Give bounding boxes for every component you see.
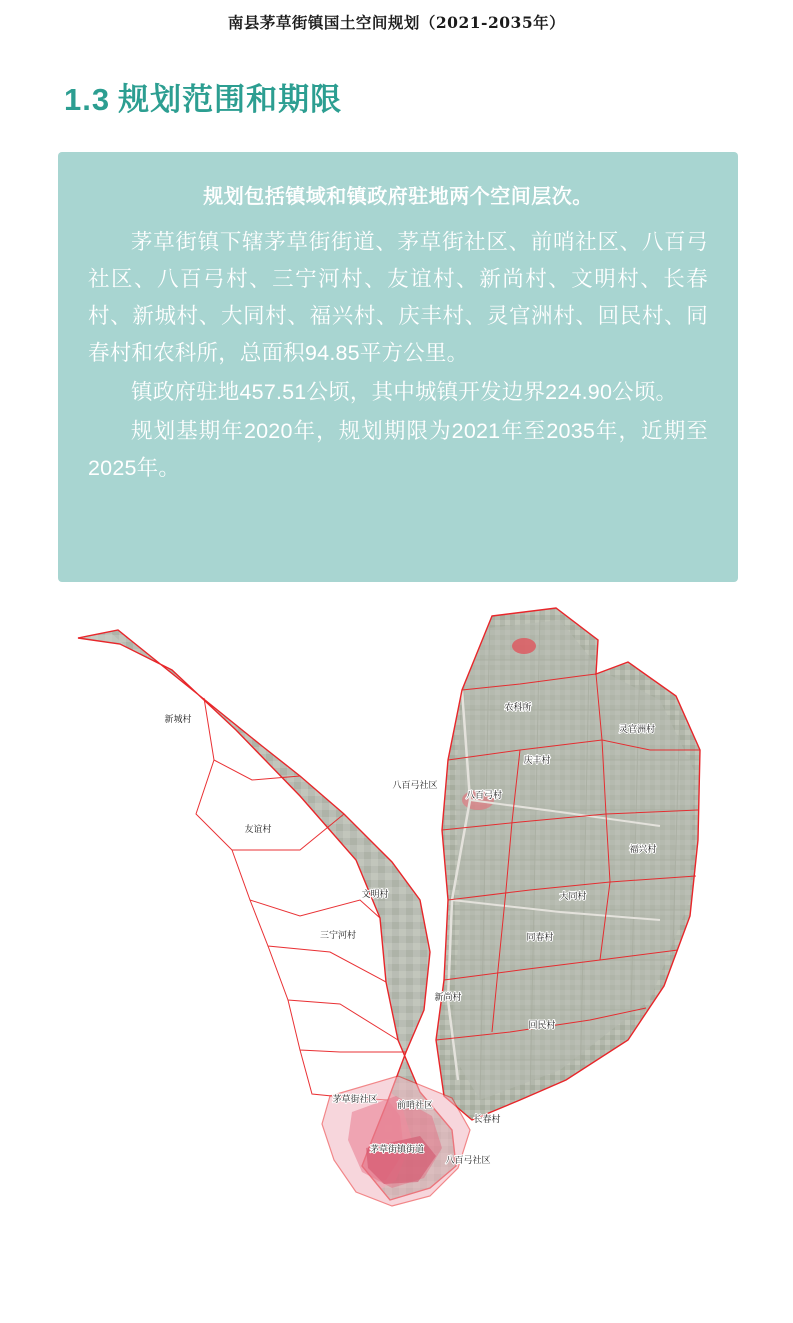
header-divider [0, 42, 793, 43]
map-label-babaigong-shequ-2: 八百弓社区 [445, 1156, 491, 1166]
document-title: 南县茅草街镇国土空间规划（2021-2035年） [227, 13, 566, 32]
description-card [58, 152, 738, 582]
map-svg [0, 600, 793, 1280]
map-label-xinchengcun: 新城村 [164, 715, 192, 725]
card-paragraph-1: 茅草街镇下辖茅草街街道、茅草街社区、前哨社区、八百弓社区、八百弓村、三宁河村、友谊村、新尚村、文明村、长春村、新城村、大同村、福兴村、庆丰村、灵官洲村、回民村、同春村和农科所，总面积94.85平方公里。 [88, 230, 708, 365]
card-paragraph-2: 镇政府驻地457.51公顷，其中城镇开发边界224.90公顷。 [131, 379, 678, 404]
map-label-maocaojie-shequ: 茅草街社区 [332, 1095, 378, 1105]
card-paragraph-3: 规划基期年2020年，规划期限为2021年至2035年，近期至2025年。 [88, 418, 708, 480]
map-label-sanninghecun: 三宁河村 [319, 931, 357, 941]
card-lead-text: 规划包括镇域和镇政府驻地两个空间层次。 [203, 186, 593, 208]
map-label-maocaojiezhen-jiedao: 茅草街镇街道 [369, 1145, 425, 1155]
map-label-babaigong-shequ: 八百弓社区 [392, 781, 438, 791]
map-label-babaigongcun: 八百弓村 [465, 791, 503, 801]
map-label-lingguanzhoucun: 灵官洲村 [618, 725, 656, 735]
map-label-nongkesuo: 农科所 [504, 703, 532, 713]
map-label-qianshao-shequ: 前哨社区 [396, 1101, 434, 1111]
section-heading [64, 74, 342, 119]
map-label-huimincun: 回民村 [528, 1021, 556, 1031]
map-region-east [420, 600, 720, 1140]
map-label-xinshangcun: 新尚村 [434, 993, 462, 1003]
section-title: 规划范围和期限 [118, 82, 343, 117]
map-label-qingfengcun: 庆丰村 [523, 756, 551, 766]
map-label-tongchuncun: 同春村 [526, 933, 554, 943]
map-label-changchuncun: 长春村 [473, 1115, 501, 1125]
map-label-fuxingcun: 福兴村 [629, 845, 657, 855]
map-label-wenmingcun: 文明村 [361, 890, 389, 900]
map-label-youyicun: 友谊村 [244, 825, 272, 835]
planning-scope-map [0, 600, 793, 1280]
section-number: 1.3 [64, 82, 111, 117]
map-label-datongcun: 大同村 [559, 892, 587, 902]
page-header [0, 0, 793, 44]
